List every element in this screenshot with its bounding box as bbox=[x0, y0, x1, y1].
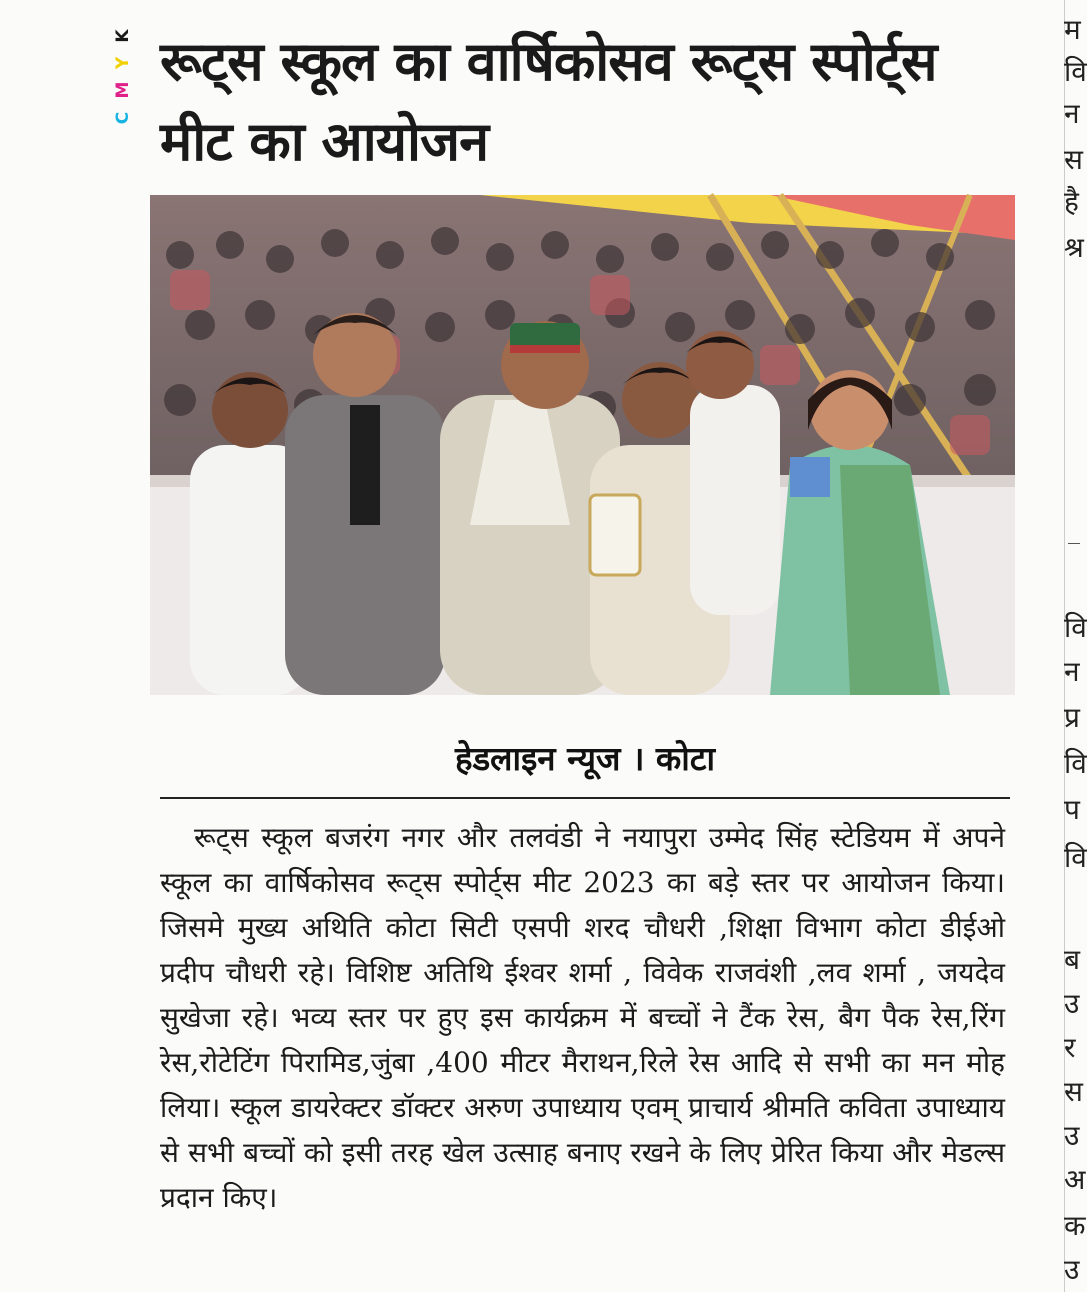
award-ceremony-illustration bbox=[150, 195, 1015, 695]
column-tick bbox=[1068, 543, 1080, 544]
registration-letter-y: Y bbox=[113, 56, 133, 70]
article-body: रूट्स स्कूल बजरंग नगर और तलवंडी ने नयापुरा उम्मेद सिंह स्टेडियम में अपने स्कूल का वार्षिकोसव रूट्स स्पोर्ट्स मीट 2023 का बड़े स्तर पर आयोजन किया। जिसमे मुख्य अथिति कोटा सिटी एसपी शरद चौधरी ,शिक्षा विभाग कोटा डीईओ प्रदीप चौधरी रहे। विशिष्ट अतिथि ईश्वर शर्मा , विवेक राजवंशी ,लव शर्मा , जयदेव सुखेजा रहे। भव्य स्तर पर हुए इस कार्यक्रम में बच्चों ने टैंक रेस, बैग पैक रेस,रिंग रेस,रोटेटिंग पिरामिड,जुंबा ,400 मीटर मैराथन,रिले रेस आदि से सभी का मन मोह लिया। स्कूल डायरेक्टर डॉक्टर अरुण उपाध्याय एवम् प्राचार्य श्रीमति कविता उपाध्याय से सभी बच्चों को इसी तरह खेल उत्साह बनाए रखने के लिए प्रेरित किया और मेडल्स प्रदान किए। bbox=[160, 821, 1005, 1214]
fragment: अ bbox=[1064, 1163, 1086, 1196]
fragment: र bbox=[1064, 1031, 1076, 1064]
fragment: वि bbox=[1064, 611, 1087, 644]
fragment: वि bbox=[1064, 55, 1087, 88]
fragment: वि bbox=[1064, 747, 1087, 780]
fragment: उ bbox=[1064, 987, 1080, 1020]
fragment: प bbox=[1064, 793, 1080, 826]
fragment: वि bbox=[1064, 841, 1087, 874]
fragment: है bbox=[1064, 185, 1079, 218]
fragment: श्र bbox=[1064, 231, 1084, 264]
article-dateline: हेडलाइन न्यूज । कोटा bbox=[454, 739, 716, 778]
fragment: म bbox=[1064, 13, 1081, 46]
registration-letter-c: C bbox=[113, 111, 133, 125]
registration-letter-k: K bbox=[113, 29, 133, 43]
fragment: स bbox=[1064, 1075, 1083, 1108]
fragment: न bbox=[1064, 97, 1080, 130]
article-headline: रूट्स स्कूल का वार्षिकोसव रूट्स स्पोर्ट्स मीट का आयोजन bbox=[160, 30, 937, 173]
dateline-rule bbox=[160, 797, 1010, 799]
registration-letter-m: M bbox=[113, 81, 133, 99]
fragment: उ bbox=[1064, 1119, 1080, 1152]
article-photo bbox=[150, 195, 1015, 695]
fragment: उ bbox=[1064, 1253, 1080, 1286]
fragment: प्र bbox=[1064, 701, 1080, 734]
fragment: न bbox=[1064, 655, 1080, 688]
cmyk-registration-mark bbox=[112, 20, 134, 130]
fragment: स bbox=[1064, 143, 1083, 176]
fragment: क bbox=[1064, 1209, 1086, 1242]
fragment: ब bbox=[1064, 943, 1080, 976]
